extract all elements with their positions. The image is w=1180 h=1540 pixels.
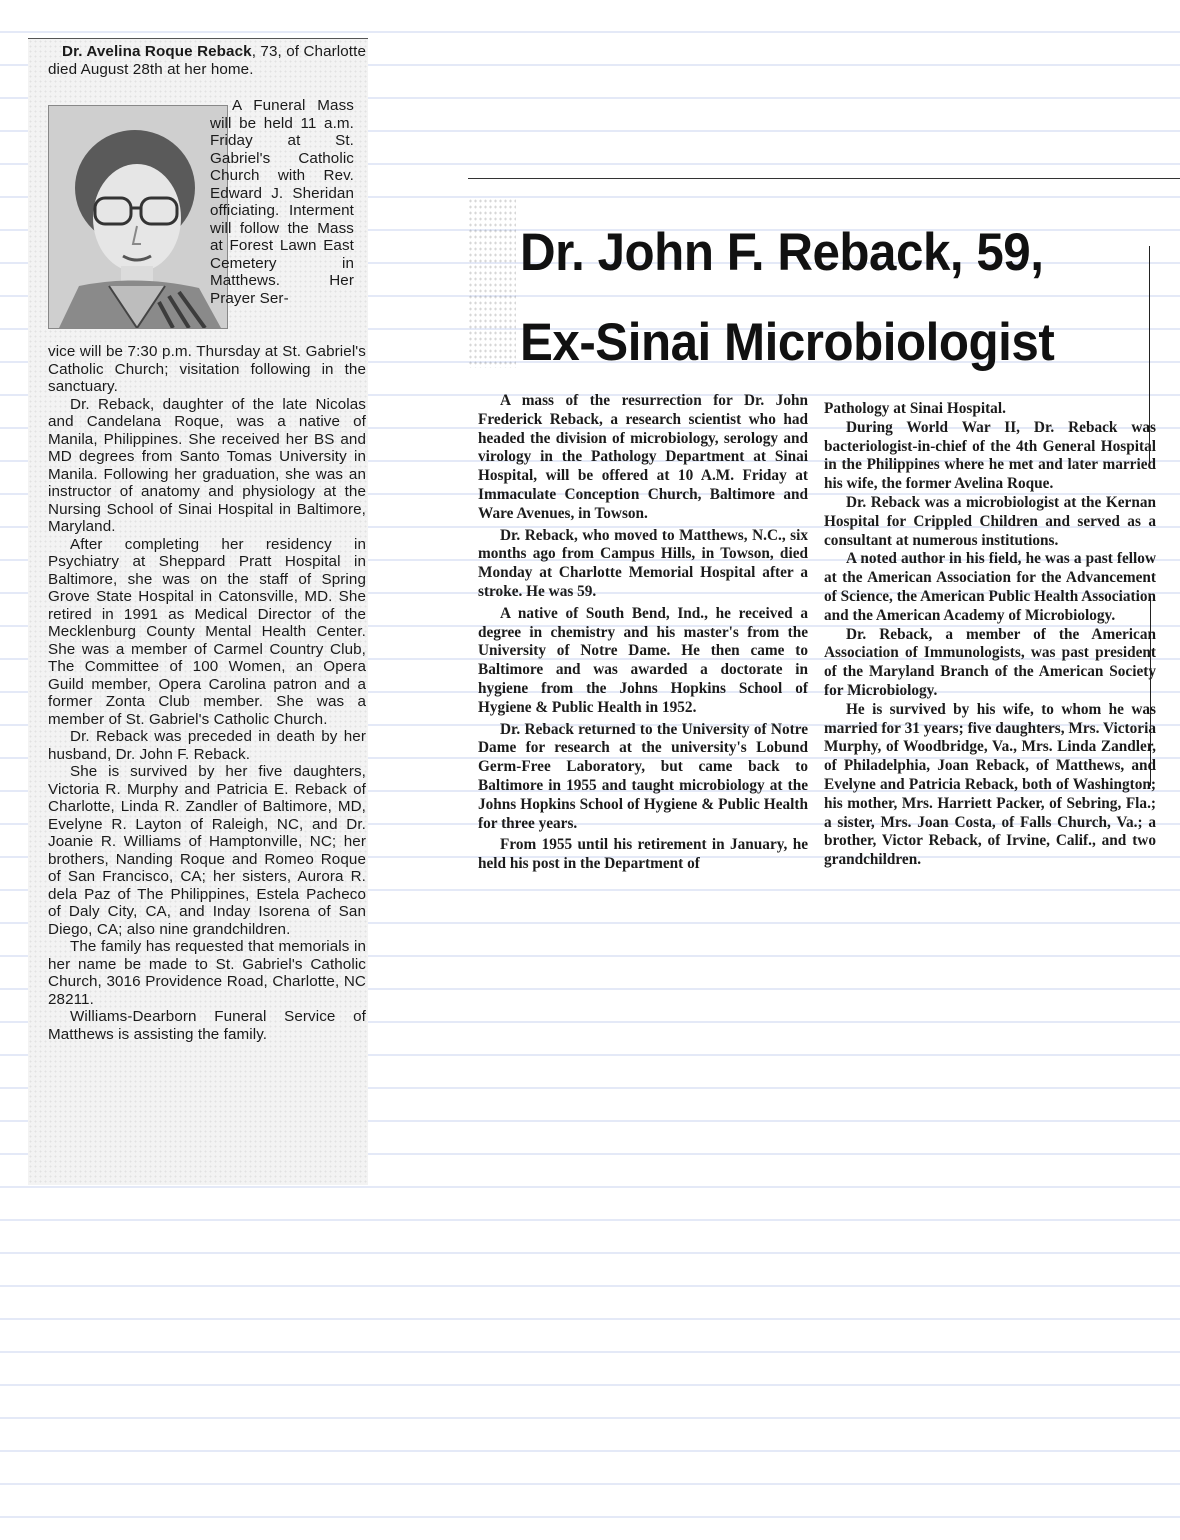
john-paragraph: He is survived by his wife, to whom he was married for 31 years; five daughters, Mrs. Victoria Murphy, of Woodbridge, Va., Mrs. Linda Zandler, of Philadelphia, Joan Reback, of Matthews, and Evelyne and Patricia Reback, both of Washington; his mother, Mrs. Harriett Packer, of Sebring, Fla.; a sister, Mrs. Joan Costa, of Falls Church, Va.; a brother, Victor Reback, of Irvine, Calif., and two grandchildren. (824, 700, 1156, 869)
avelina-funeral-notice (210, 97, 354, 307)
john-paragraph: A noted author in his field, he was a past fellow at the American Association for the Advancement of Science, the American Public Health Association and the American Academy of Microbiology. (824, 550, 1156, 624)
john-paragraph: Dr. Reback was a microbiologist at the Kernan Hospital for Crippled Children and served as a consultant at numerous institutions. (824, 493, 1156, 549)
john-column-2 (824, 400, 1156, 870)
avelina-paragraph: Dr. Reback was preceded in death by her husband, Dr. John F. Reback. (48, 728, 366, 763)
avelina-paragraph: She is survived by her five daughters, Victoria R. Murphy and Patricia E. Reback of Charlotte, Linda R. Zandler of Baltimore, MD, Evelyne R. Layton of Raleigh, NC, and Dr. Joanie R. Williams of Hamptonville, NC; her brothers, Nanding Roque and Romeo Roque of San Francisco, CA; her sisters, Aurora R. dela Paz of The Philippines, Estela Pacheco of Daly City, CA, and Inday Isorena of San Diego, CA; also nine grandchildren. (48, 763, 366, 938)
headline (520, 208, 1115, 388)
john-paragraph: A mass of the resurrection for Dr. John Frederick Reback, a research scientist who had headed the division of microbiology, serology and virology in the Pathology Department at Sinai Hospital, will be offered at 10 A.M. Friday at Immaculate Conception Church, Baltimore and Ware Avenues, in Towson. (478, 392, 808, 522)
avelina-lead (48, 43, 366, 78)
john-obituary-clipping (468, 178, 1180, 978)
avelina-paragraph: After completing her residency in Psychiatry at Sheppard Pratt Hospital in Baltimore, she was on the staff of Spring Grove State Hospital in Catonsville, MD. She retired in 1991 as Medical Director of the Mecklenburg County Mental Health Center. She was a member of Carmel Country Club, The Committee of 100 Women, an Opera Guild member, Opera Carolina patron and a former Zonta Club member. She was a member of St. Gabriel's Catholic Church. (48, 535, 366, 728)
john-paragraph: A native of South Bend, Ind., he received a degree in chemistry and his master's from the University of Notre Dame. He then came to Baltimore and was awarded a doctorate in hygiene from the Johns Hopkins School of Hygiene & Public Health in 1952. (478, 604, 808, 716)
john-column-1 (478, 392, 808, 874)
headline-line-1: Dr. John F. Reback, 59, (520, 223, 1044, 282)
avelina-lead-text: , 73, of Charlotte died August 28th at her home. (48, 43, 366, 78)
john-paragraph: During World War II, Dr. Reback was bacteriologist-in-chief of the 4th General Hospital in the Philippines where he met and later married his wife, the former Avelina Roque. (824, 418, 1156, 493)
avelina-obituary-clipping (28, 38, 368, 1185)
avelina-paragraph: Dr. Reback, daughter of the late Nicolas and Candelana Roque, was a native of Manila, Philippines. She received her BS and MD degrees from Santo Tomas University in Manila. Following her graduation, she was an instructor of anatomy and physiology at the Nursing School of Sinai Hospital in Baltimore, Maryland. (48, 395, 366, 535)
portrait-image (49, 106, 227, 328)
avelina-paragraph: Williams-Dearborn Funeral Service of Matthews is assisting the family. (48, 1008, 366, 1043)
avelina-funeral-text: A Funeral Mass will be held 11 a.m. Friday at St. Gabriel's Catholic Church with Rev. Edward J. Sheridan officiating. Interment will follow the Mass at Forest Lawn East Cemetery in Matthews. Her Prayer Ser- (210, 97, 354, 307)
avelina-paragraph: vice will be 7:30 p.m. Thursday at St. Gabriel's Catholic Church; visitation following in the sanctuary. (48, 343, 366, 395)
headline-line-2: Ex-Sinai Microbiologist (520, 313, 1055, 372)
avelina-lead-name: Dr. Avelina Roque Reback (62, 43, 252, 60)
portrait-photo (48, 105, 228, 329)
john-paragraph: Dr. Reback returned to the University of Notre Dame for research at the university's Lobund Germ-Free Laboratory, but came back to Baltimore in 1955 and taught microbiology at the Johns Hopkins School of Hygiene & Public Health for three years. (478, 720, 808, 832)
avelina-paragraph: The family has requested that memorials in her name be made to St. Gabriel's Catholic Church, 3016 Providence Road, Charlotte, NC 28211. (48, 938, 366, 1008)
john-paragraph: Dr. Reback, who moved to Matthews, N.C., six months ago from Campus Hills, in Towson, died Monday at Charlotte Memorial Hospital after a stroke. He was 59. (478, 526, 808, 600)
avelina-body (48, 343, 366, 1043)
john-paragraph: Pathology at Sinai Hospital. (824, 400, 1006, 417)
john-paragraph: From 1955 until his retirement in January, he held his post in the Department of (478, 836, 808, 873)
top-rule (468, 178, 1180, 179)
print-specks (468, 198, 516, 368)
john-paragraph: Dr. Reback, a member of the American Association of Immunologists, was past president of the Maryland Branch of the American Society for Microbiology. (824, 625, 1156, 699)
